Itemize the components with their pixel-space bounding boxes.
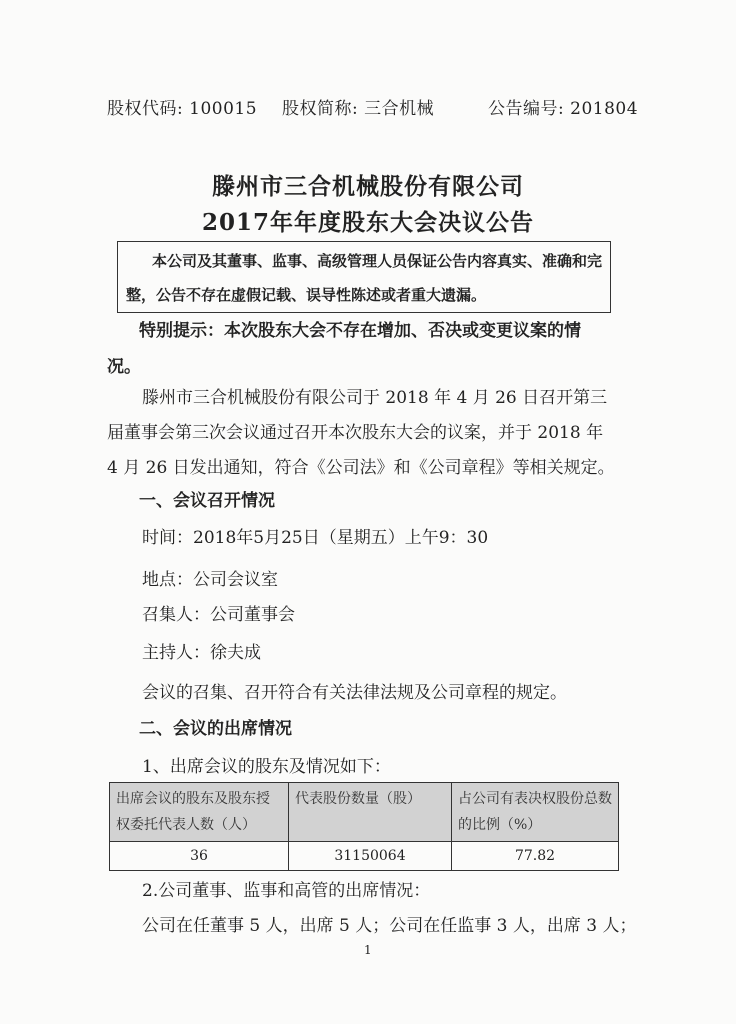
compliance-statement: 会议的召集、召开符合有关法律法规及公司章程的规定。 <box>142 683 567 703</box>
special-notice-line-1: 特别提示：本次股东大会不存在增加、否决或变更议案的情 <box>139 321 581 341</box>
notice-number: 公告编号: 201804 <box>488 99 639 119</box>
intro-line-2: 届董事会第三次会议通过召开本次股东大会的议案，并于 2018 年 <box>107 423 604 443</box>
attendance-table <box>109 782 619 871</box>
meeting-convener: 召集人：公司董事会 <box>142 605 295 625</box>
directors-attendance: 公司在任董事 5 人，出席 5 人；公司在任监事 3 人，出席 3 人； <box>142 916 637 936</box>
section-2-heading: 二、会议的出席情况 <box>139 719 292 739</box>
intro-line-3: 4 月 26 日发出通知，符合《公司法》和《公司章程》等相关规定。 <box>107 458 615 478</box>
directors-subheading: 2.公司董事、监事和高管的出席情况： <box>142 881 431 901</box>
stock-code: 股权代码: 100015 <box>107 99 258 119</box>
header-cell-shareholders: 出席会议的股东及股东授权委托代表人数（人） <box>110 783 289 842</box>
meeting-title: 2017年年度股东大会决议公告 <box>201 209 534 236</box>
value-shares: 31150064 <box>289 842 452 871</box>
table-header-row <box>110 783 619 842</box>
guarantee-line-2: 整，公告不存在虚假记载、误导性陈述或者重大遗漏。 <box>126 286 487 304</box>
stock-name: 股权简称: 三合机械 <box>282 99 435 119</box>
meeting-host: 主持人：徐夫成 <box>142 643 261 663</box>
value-ratio: 77.82 <box>452 842 619 871</box>
page-number: 1 <box>364 943 372 957</box>
special-notice-line-2: 况。 <box>107 357 141 377</box>
attendance-subheading: 1、出席会议的股东及情况如下： <box>142 757 391 777</box>
meeting-time: 时间：2018年5月25日（星期五）上午9：30 <box>142 528 489 548</box>
guarantee-notice-box <box>117 241 611 313</box>
intro-line-1: 滕州市三合机械股份有限公司于 2018 年 4 月 26 日召开第三 <box>142 388 608 408</box>
value-shareholders: 36 <box>110 842 289 871</box>
section-1-heading: 一、会议召开情况 <box>139 491 275 511</box>
table-row <box>110 842 619 871</box>
header-cell-ratio: 占公司有表决权股份总数的比例（%） <box>452 783 619 842</box>
company-title: 滕州市三合机械股份有限公司 <box>212 173 524 200</box>
guarantee-line-1: 本公司及其董事、监事、高级管理人员保证公告内容真实、准确和完 <box>152 252 603 270</box>
header-cell-shares: 代表股份数量（股） <box>289 783 452 842</box>
meeting-place: 地点：公司会议室 <box>142 570 278 590</box>
